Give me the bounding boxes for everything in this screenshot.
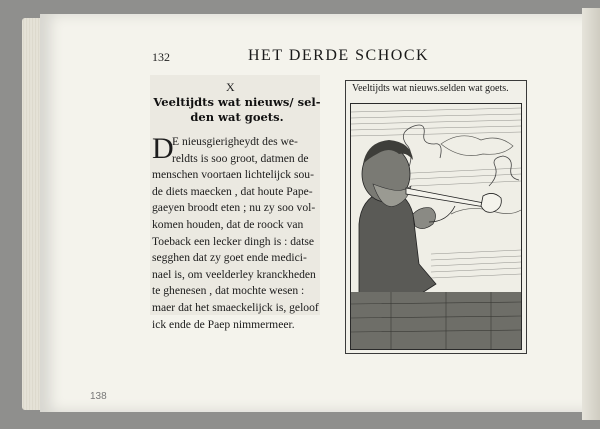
page-number: 132: [152, 50, 170, 64]
chapter-title-line: den wat goets.: [190, 110, 284, 124]
body-line: nael is, om veelderley kranckheden: [152, 267, 316, 281]
engraving-man-smoking-pipe: [350, 103, 522, 350]
chapter-title: [152, 95, 322, 125]
running-head: HET DERDE SCHOCK: [248, 47, 430, 64]
pencil-inventory-number: 138: [90, 391, 107, 402]
body-text: [152, 134, 327, 333]
chapter-title-line: Veeltijdts wat nieuws/ sel-: [153, 95, 321, 109]
book-right-edge: [582, 8, 600, 420]
plate-caption: Veeltijdts wat nieuws.selden wat goets.: [352, 83, 509, 94]
body-line: segghen dat zy goet ende medici-: [152, 251, 307, 265]
body-line: ick ende de Paep nimmermeer.: [152, 317, 295, 331]
body-line: te ghenesen , dat mochte wesen :: [152, 284, 305, 298]
book-page-edges: [22, 18, 42, 410]
body-line: de diets maecken , dat houte Pape-: [152, 184, 313, 198]
body-line: menschen voortaen lichtelijck sou-: [152, 168, 314, 182]
body-line: Toeback een lecker dingh is : datse: [152, 234, 315, 248]
drop-capital: D: [152, 132, 174, 165]
body-line: maer dat het smaeckelijck is, geloof: [152, 300, 319, 314]
chapter-numeral: X: [226, 80, 235, 94]
body-line: reldts is soo groot, datmen de: [172, 151, 309, 165]
body-line: E nieusgierigheydt des we-: [172, 135, 298, 148]
body-line: gaeyen broodt eten ; nu zy soo vol-: [152, 201, 316, 215]
body-line: komen houden, dat de roock van: [152, 217, 304, 231]
